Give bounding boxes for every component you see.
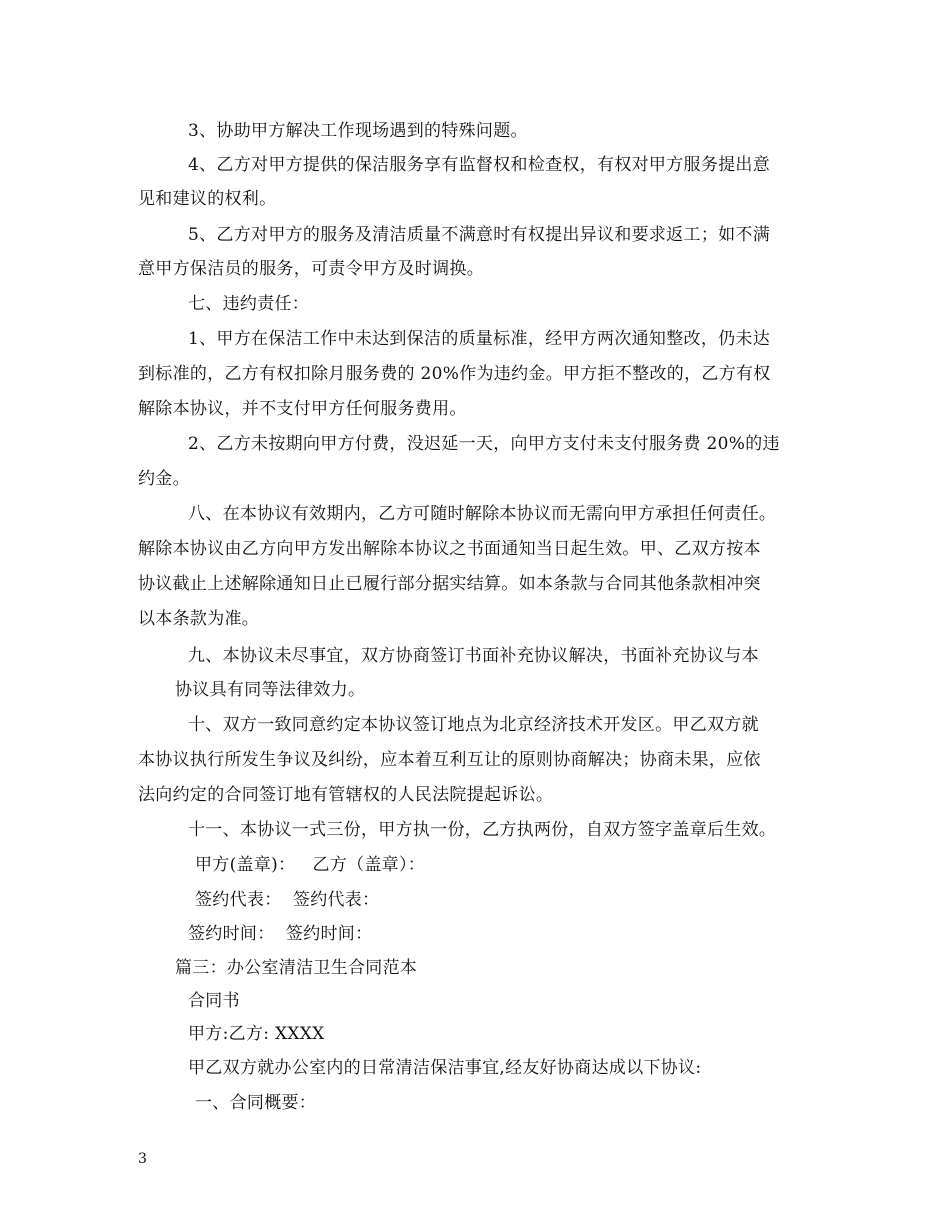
clause-text: 解除本协议由乙方向甲方发出解除本协议之书面通知当日起生效。甲、乙双方按本 — [138, 539, 761, 559]
clause-text: 意甲方保洁员的服务，可责令甲方及时调换。 — [138, 259, 484, 279]
clause-text: 约金。 — [138, 469, 190, 489]
clause-text: 协议截止上述解除通知日止已履行部分据实结算。如本条款与合同其他条款相冲突 — [138, 574, 761, 594]
clause-text: 2、乙方未按期向甲方付费，没迟延一天，向甲方支付未支付服务费 20%的违 — [188, 434, 780, 454]
clause-text: 3、协助甲方解决工作现场遇到的特殊问题。 — [188, 121, 528, 141]
clause-text: 九、本协议未尽事宜，双方协商签订书面补充协议解决，书面补充协议与本 — [188, 646, 759, 666]
signature-representative-line: 签约代表： 签约代表： — [195, 890, 380, 910]
clause-text: 4、乙方对甲方提供的保洁服务享有监督权和检查权，有权对甲方服务提出意 — [188, 155, 771, 175]
clause-text: 协议具有同等法律效力。 — [175, 680, 366, 700]
clause-text: 见和建议的权利。 — [138, 189, 277, 209]
page-number: 3 — [138, 1151, 147, 1167]
signature-date-line: 签约时间： 签约时间： — [188, 924, 373, 944]
contract-title: 合同书 — [188, 991, 240, 1011]
clause-text: 十、双方一致同意约定本协议签订地点为北京经济技术开发区。甲乙双方就 — [188, 715, 759, 735]
agreement-intro: 甲乙双方就办公室内的日常清洁保洁事宜,经友好协商达成以下协议: — [188, 1058, 702, 1078]
clause-text: 1、甲方在保洁工作中未达到保洁的质量标准，经甲方两次通知整改，仍未达 — [188, 329, 771, 349]
clause-text: 八、在本协议有效期内，乙方可随时解除本协议而无需向甲方承担任何责任。 — [188, 504, 777, 524]
clause-text: 5、乙方对甲方的服务及清洁质量不满意时有权提出异议和要求返工；如不满 — [188, 225, 771, 245]
signature-party-line: 甲方(盖章)： 乙方（盖章）： — [195, 855, 426, 875]
clause-text: 十一、本协议一式三份，甲方执一份，乙方执两份，自双方签字盖章后生效。 — [188, 820, 777, 840]
section-heading: 一、合同概要： — [195, 1093, 317, 1113]
chapter-heading: 篇三：办公室清洁卫生合同范本 — [175, 958, 418, 978]
clause-text: 以本条款为准。 — [138, 609, 260, 629]
clause-text: 本协议执行所发生争议及纠纷，应本着互利互让的原则协商解决；协商未果，应依 — [138, 750, 761, 770]
clause-text: 法向约定的合同签订地有管辖权的人民法院提起诉讼。 — [138, 785, 554, 805]
section-heading: 七、违约责任： — [188, 294, 310, 314]
party-line: 甲方:乙方: XXXX — [188, 1024, 325, 1044]
clause-text: 解除本协议，并不支付甲方任何服务费用。 — [138, 399, 467, 419]
clause-text: 到标准的，乙方有权扣除月服务费的 20%作为违约金。甲方拒不整改的，乙方有权 — [138, 364, 771, 384]
